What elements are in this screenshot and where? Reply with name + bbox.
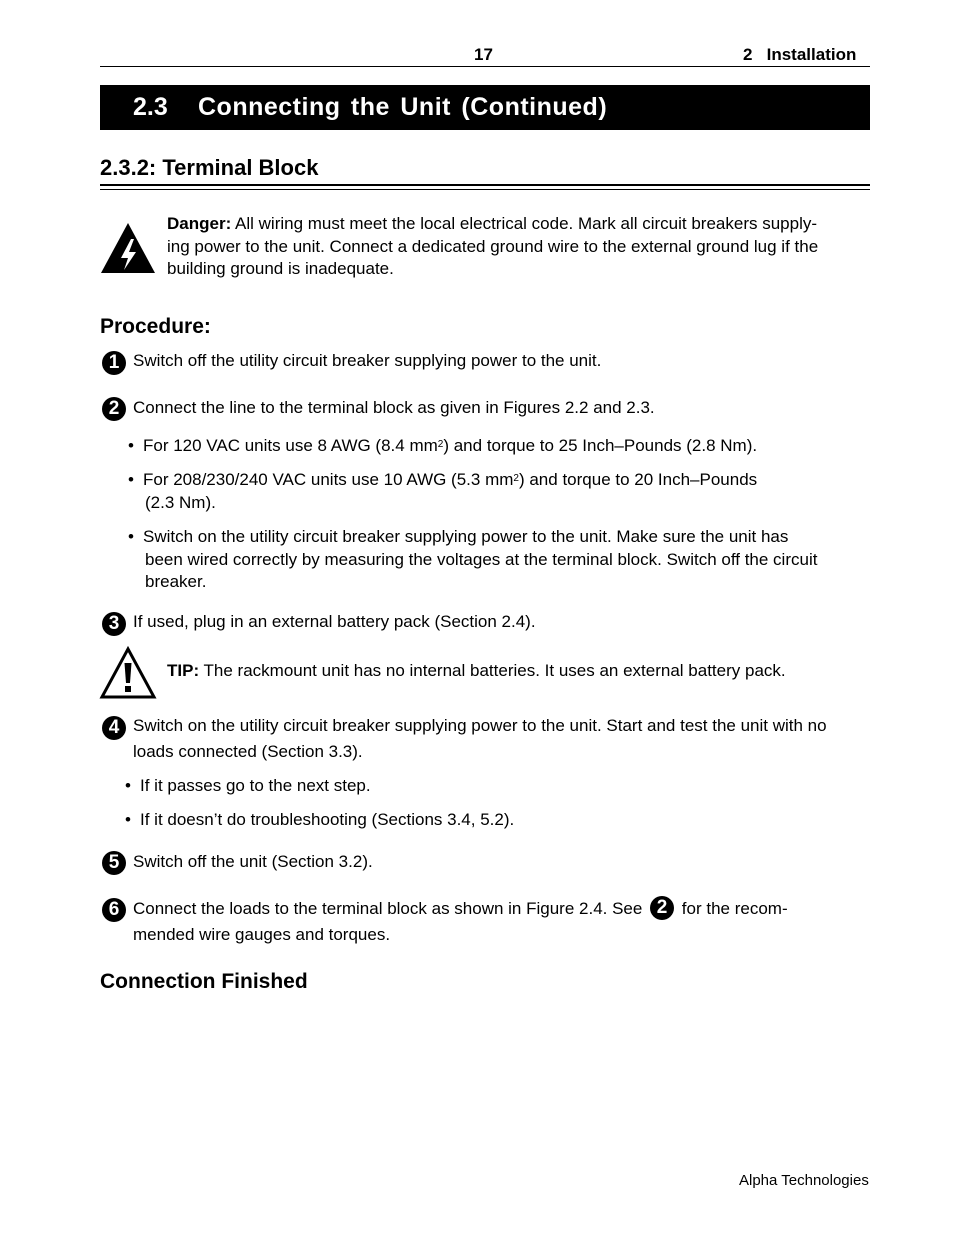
danger-line-2: ing power to the unit. Connect a dedicated ground wire to the external ground lug if the: [167, 236, 819, 256]
list-item: • If it doesn’t do troubleshooting (Sections 3.4, 5.2).: [125, 809, 845, 832]
electrical-hazard-icon: [99, 221, 157, 275]
bullet-symbol: •: [128, 436, 134, 455]
step-number-icon: 3: [102, 612, 126, 636]
list-item: • For 120 VAC units use 8 AWG (8.4 $mm^2$) and torque to 25 Inch–Pounds (2.8 Nm).: [128, 435, 848, 458]
warning-icon: [99, 646, 157, 700]
step-number-icon: 5: [102, 851, 126, 875]
step-reference-icon: 2: [650, 896, 674, 920]
list-item: • Switch on the utility circuit breaker supplying power to the unit. Make sure the unit has been wired correctly by measuring the voltages at the terminal block. Switch off the circuit breaker.: [128, 527, 818, 591]
step-4-text: Switch on the utility circuit breaker supplying power to the unit. Start and test the unit with no loads connected (Section 3.3).: [133, 716, 827, 761]
subsection-rule-thin: [100, 189, 870, 190]
step-number-icon: 1: [102, 351, 126, 375]
subsection-rule: [100, 184, 870, 186]
step-6-text: Connect the loads to the terminal block as shown in Figure 2.4. See 2 for the recom- mended wire gauges and torques.: [133, 896, 788, 944]
step-1-text: Switch off the utility circuit breaker supplying power to the unit.: [133, 351, 602, 370]
danger-label: Danger:: [167, 214, 232, 233]
tip-text: The rackmount unit has no internal batteries. It uses an external battery pack.: [199, 661, 786, 680]
step-5-text: Switch off the unit (Section 3.2).: [133, 852, 373, 871]
tip-notice: [167, 660, 786, 683]
danger-notice: [167, 213, 870, 281]
section-banner: [100, 85, 870, 130]
procedure-heading: Procedure:: [100, 315, 211, 338]
danger-line-3: building ground is inadequate.: [167, 259, 394, 278]
subsection-title: 2.3.2: Terminal Block: [100, 155, 319, 180]
bullet-symbol: •: [128, 470, 134, 489]
connection-finished-heading: Connection Finished: [100, 970, 308, 993]
step-3-text: If used, plug in an external battery pack (Section 2.4).: [133, 612, 536, 631]
step-2-text: Connect the line to the terminal block as given in Figures 2.2 and 2.3.: [133, 398, 655, 417]
step-number-icon: 6: [102, 898, 126, 922]
page-number: 17: [474, 45, 493, 64]
step-number-icon: 4: [102, 716, 126, 740]
footer-company: Alpha Technologies: [739, 1172, 869, 1189]
step-number-icon: 2: [102, 397, 126, 421]
danger-line-1: All wiring must meet the local electrical code. Mark all circuit breakers supply-: [231, 214, 818, 233]
chapter-title: 2 Installation: [743, 45, 857, 64]
section-number: 2.3: [133, 93, 168, 121]
header-rule: [100, 66, 870, 67]
bullet-symbol: •: [128, 527, 134, 546]
bullet-symbol: •: [125, 776, 131, 795]
list-item: • For 208/230/240 VAC units use 10 AWG (5.3 $mm^2$) and torque to 20 Inch–Pounds (2.3 Nm).: [128, 470, 758, 512]
section-title: Connecting the Unit (Continued): [198, 93, 608, 121]
tip-label: TIP:: [167, 661, 200, 680]
list-item: • If it passes go to the next step.: [125, 775, 845, 798]
bullet-symbol: •: [125, 810, 131, 829]
